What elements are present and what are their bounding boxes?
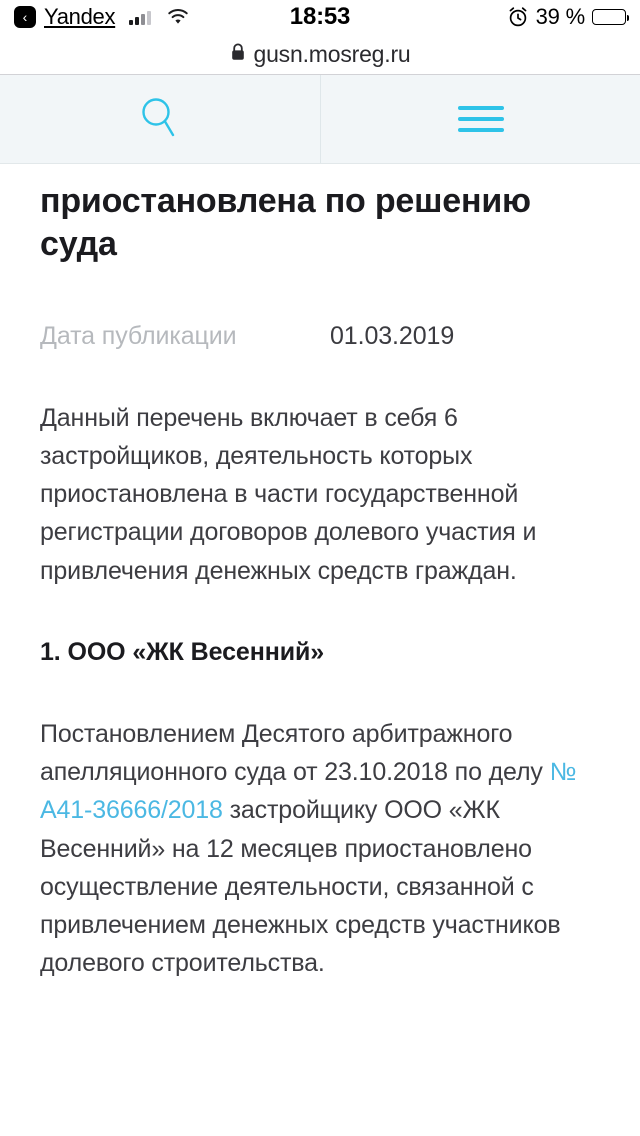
back-to-app-button[interactable] (14, 6, 36, 28)
search-button[interactable] (0, 75, 321, 163)
battery-icon (592, 9, 626, 25)
ios-status-bar (0, 0, 640, 34)
intro-paragraph: Данный перечень включает в себя 6 застройщиков, деятельность которых приостановлена в части государственной регистрации договоров долевого участия и привлечения денежных средств граждан. (40, 403, 537, 585)
back-chevron-icon: ‹ (22, 9, 28, 25)
body-text-before-link: Постановлением Десятого арбитражного апелляционного суда от 23.10.2018 по делу (40, 719, 550, 787)
alarm-clock-icon (507, 6, 529, 28)
url-text: gusn.mosreg.ru (253, 40, 411, 67)
status-bar-left (14, 4, 190, 30)
battery-percentage: 39 % (535, 4, 585, 29)
developer-item-heading: 1. ООО «ЖК Весенний» (40, 637, 325, 666)
back-to-app-label[interactable]: Yandex (44, 4, 116, 29)
status-bar-clock: 18:53 (289, 3, 351, 30)
status-bar-right (507, 4, 626, 30)
site-header (0, 75, 640, 164)
lock-icon (230, 42, 246, 67)
body-paragraph (40, 715, 600, 983)
browser-address-bar[interactable] (0, 34, 640, 75)
hamburger-menu-icon (458, 106, 504, 132)
page-title: приостановлена по решению суда (40, 182, 531, 263)
article-content (0, 180, 640, 983)
wifi-icon (166, 8, 190, 26)
publication-date-value: 01.03.2019 (330, 321, 455, 350)
publication-row (40, 322, 600, 351)
search-icon (134, 91, 186, 148)
signal-bars-icon (129, 9, 151, 25)
publication-date-label: Дата публикации (40, 321, 237, 350)
case-number-link[interactable]: № А41-36666/2018 (40, 758, 577, 825)
body-text-after-link: застройщику ООО «ЖК Весенний» на 12 месяцев приостановлено осуществление деятельности, связанной с привлечением денежных средств участников долевого строительства. (40, 796, 561, 978)
menu-button[interactable] (321, 75, 640, 163)
